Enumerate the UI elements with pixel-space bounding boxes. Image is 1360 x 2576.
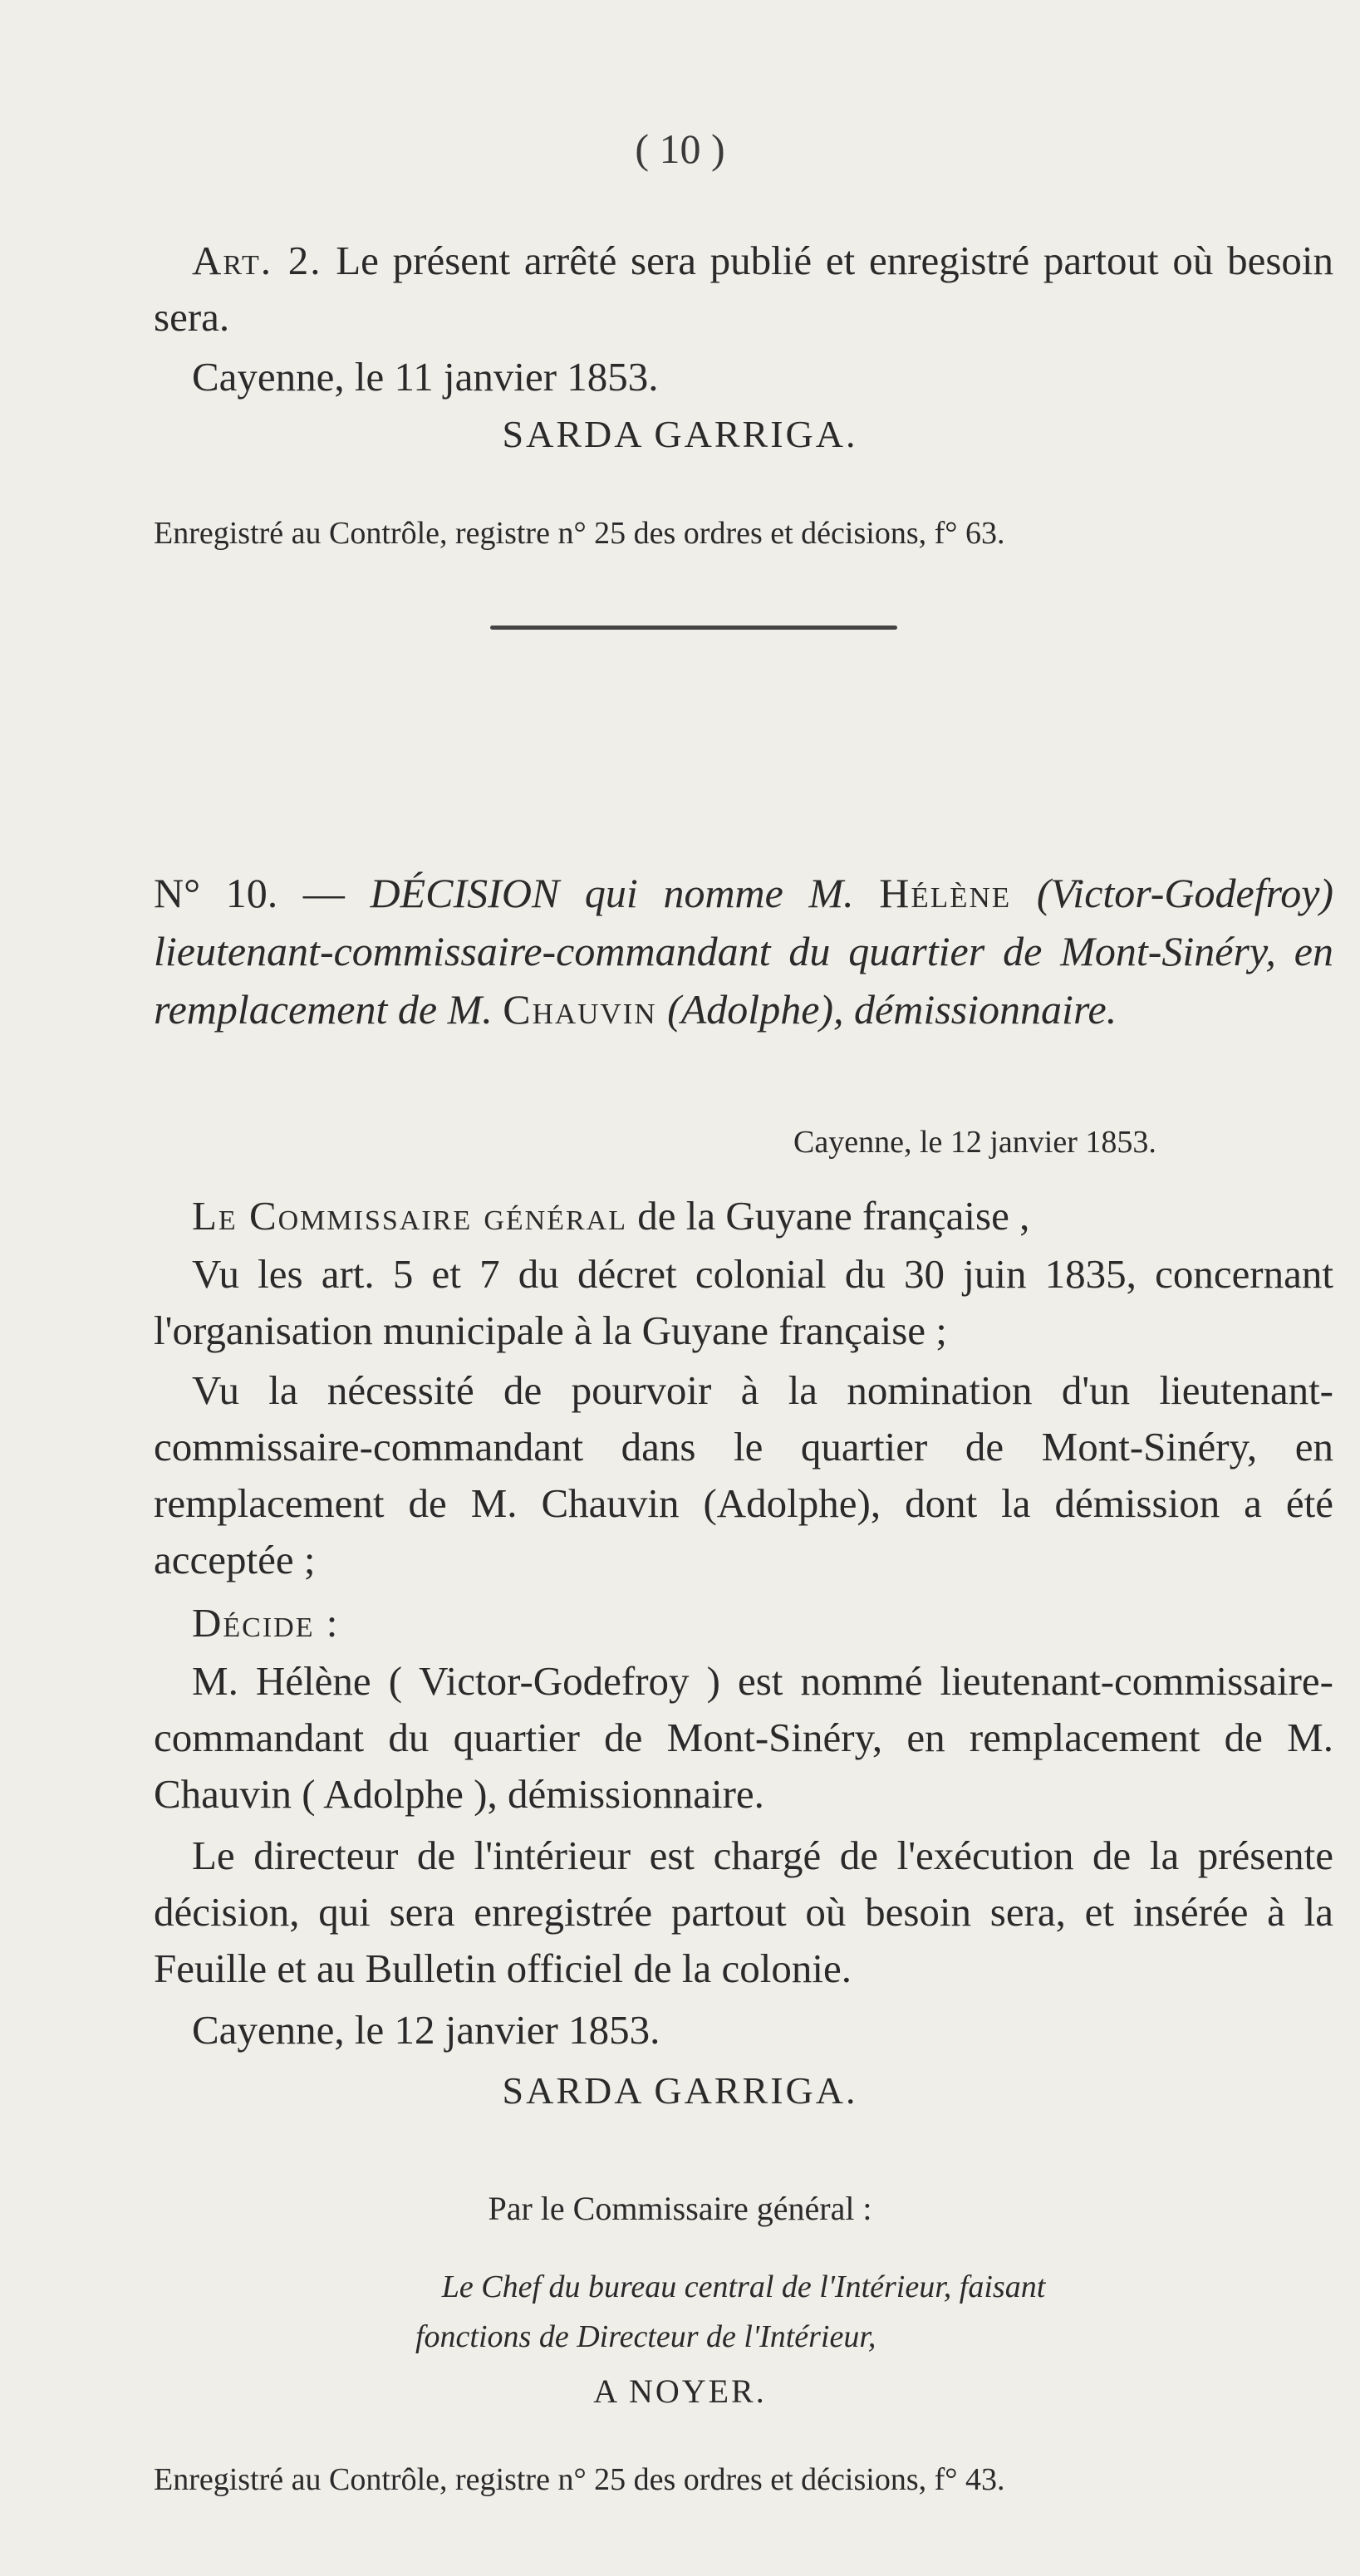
commissioner-line — [154, 1188, 1333, 1244]
article-label: Art. 2. — [192, 238, 322, 283]
registration-note-2: Enregistré au Contrôle, registre n° 25 des ordres et décisions, f° 43. — [154, 2462, 1005, 2497]
decision-text-after: démissionnaire. — [854, 986, 1117, 1033]
date-line-2: Cayenne, le 12 janvier 1853. — [793, 1125, 1156, 1160]
decide-heading: Décide : — [192, 1600, 340, 1646]
decision-given-2: (Adolphe), — [667, 986, 844, 1033]
date-line-1: Cayenne, le 11 janvier 1853. — [192, 354, 659, 400]
par-le-commissaire: Par le Commissaire général : — [488, 2190, 872, 2227]
vu-paragraph-1: Vu les art. 5 et 7 du décret colonial du 30 juin 1835, concernant l'organisation municipale à la Guyane française ; — [154, 1251, 1333, 1353]
signature-2: SARDA GARRIGA. — [502, 2069, 858, 2112]
decision-title — [154, 864, 1333, 1038]
decision-word: DÉCISION — [370, 870, 560, 916]
chef-bureau-line-1: Le Chef du bureau central de l'Intérieur, faisant — [441, 2269, 1046, 2304]
page-number: ( 10 ) — [635, 125, 725, 172]
vu-paragraph-2: Vu la nécessité de pourvoir à la nomination d'un lieutenant-commissaire-commandant dans le quartier de Mont-Sinéry, en remplacement de M. Chauvin (Adolphe), dont la démission a été acceptée ; — [154, 1367, 1333, 1582]
commissioner-label: Le Commissaire général — [192, 1193, 628, 1239]
signature-3: A NOYER. — [593, 2372, 767, 2410]
signature-1: SARDA GARRIGA. — [502, 413, 858, 455]
decision-given-1: (Victor-Godefroy) — [1036, 870, 1334, 916]
decision-text-middle: lieutenant-commissaire-commandant du quartier de Mont-Sinéry, en remplacement de M. — [154, 928, 1333, 1033]
separator-rule — [490, 626, 897, 630]
article-2 — [154, 233, 1333, 346]
decision-name-2: Chauvin — [503, 986, 657, 1033]
article-text: Le présent arrêté sera publié et enregistré partout où besoin sera. — [154, 238, 1333, 340]
commissioner-rest: de la Guyane française , — [637, 1193, 1030, 1239]
director-paragraph: Le directeur de l'intérieur est chargé de l'exécution de la présente décision, qui sera enregistrée partout où besoin sera, et insérée à la Feuille et au Bulletin officiel de la colonie. — [154, 1833, 1333, 1991]
date-line-3: Cayenne, le 12 janvier 1853. — [192, 2007, 660, 2053]
decision-number: N° 10. — — [154, 870, 345, 916]
decision-name-1: Hélène — [879, 870, 1012, 916]
chef-bureau-line-2: fonctions de Directeur de l'Intérieur, — [415, 2319, 876, 2354]
decision-text-before: qui nomme M. — [584, 870, 854, 916]
nomination-paragraph: M. Hélène ( Victor-Godefroy ) est nommé lieutenant-commissaire-commandant du quartier de Mont-Sinéry, en remplacement de M. Chauvin ( Adolphe ), démissionnaire. — [154, 1658, 1333, 1817]
registration-note-1: Enregistré au Contrôle, registre n° 25 des ordres et décisions, f° 63. — [154, 516, 1005, 551]
